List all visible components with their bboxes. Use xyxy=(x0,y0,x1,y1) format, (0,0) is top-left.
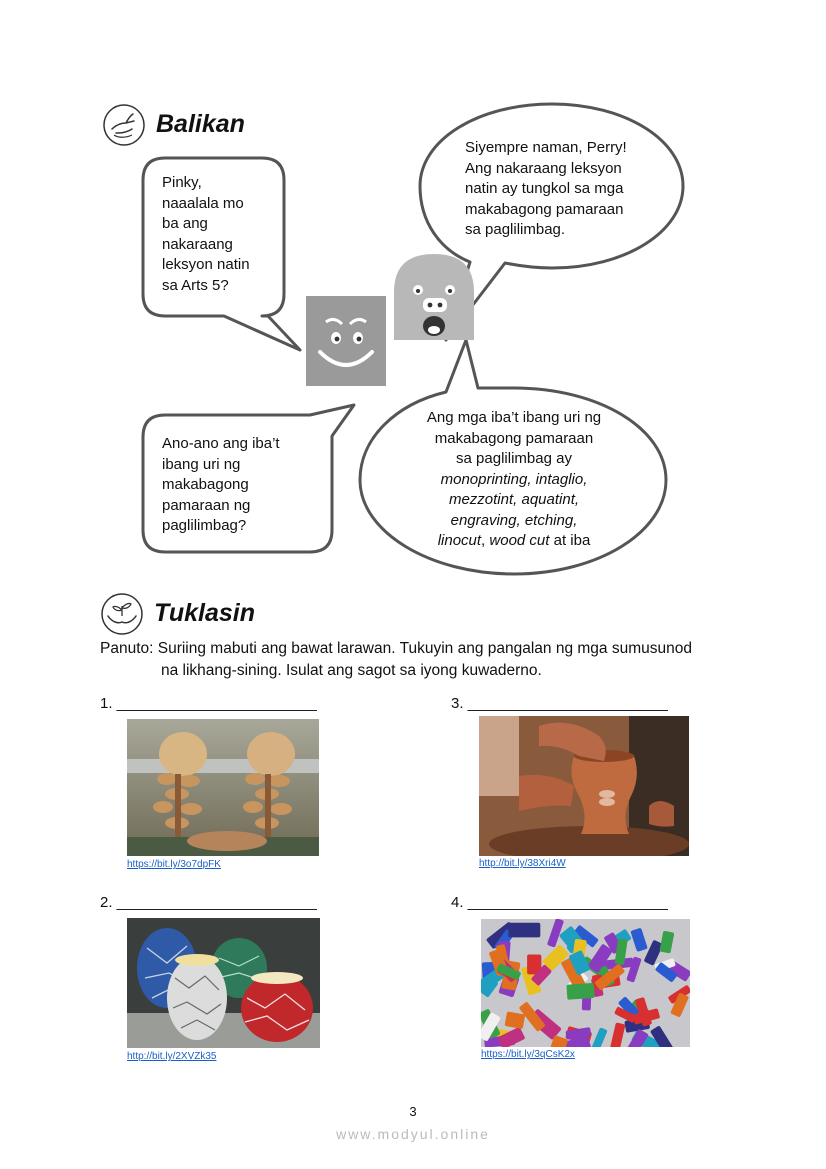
paint-tube xyxy=(508,923,540,938)
question-2-label: 2. ________________________ xyxy=(100,894,317,911)
watermark: www.modyul.online xyxy=(336,1126,490,1142)
question-3-label: 3. ________________________ xyxy=(451,695,668,712)
source-link-3[interactable]: http://bit.ly/38Xri4W xyxy=(479,858,566,869)
paint-tube xyxy=(566,983,594,1000)
question-1-label: 1. ________________________ xyxy=(100,695,317,712)
question-4-label: 4. ________________________ xyxy=(451,894,668,911)
balikan-title: Balikan xyxy=(156,110,245,138)
pinky-speech-text: Siyempre naman, Perry! Ang nakaraang leksyon natin ay tungkol sa mga makabagong pamaraan sa paglilimbag. xyxy=(465,139,627,238)
sculptures-photo xyxy=(127,719,319,856)
perry-speech-text: Pinky, naaalala mo ba ang nakaraang leksyon natin sa Arts 5? xyxy=(162,174,250,294)
page-number: 3 xyxy=(409,1104,417,1119)
hands-holding-plant-icon xyxy=(100,592,144,636)
perry-question-text: Ano-ano ang iba’t ibang uri ng makabagong pamaraan ng paglilimbag? xyxy=(162,435,280,534)
pottery-wheel-photo xyxy=(479,716,689,856)
source-link-1[interactable]: https://bit.ly/3o7dpFK xyxy=(127,859,221,870)
mosaic-vases-photo xyxy=(127,918,320,1048)
source-link-2[interactable]: http://bit.ly/2XVZk35 xyxy=(127,1051,217,1062)
pinky-character xyxy=(394,254,474,340)
pinky-answer-text: Ang mga iba’t ibang uri ng makabagong pamaraan sa paglilimbag ay monoprinting, intaglio, mezzotint, aquatint, engraving, etching, linocut, wood cut at iba xyxy=(426,409,602,549)
paint-tube xyxy=(505,1011,526,1029)
source-link-4[interactable]: https://bit.ly/3qCsK2x xyxy=(481,1049,575,1060)
instructions: Panuto: Suriing mabuti ang bawat larawan. Tukuyin ang pangalan ng mga sumusunod na likhang-sining. Isulat ang sagot sa iyong kuwaderno. xyxy=(100,640,692,679)
perry-character xyxy=(306,296,386,386)
tuklasin-title: Tuklasin xyxy=(154,599,255,627)
paint-tubes-photo xyxy=(481,919,690,1047)
